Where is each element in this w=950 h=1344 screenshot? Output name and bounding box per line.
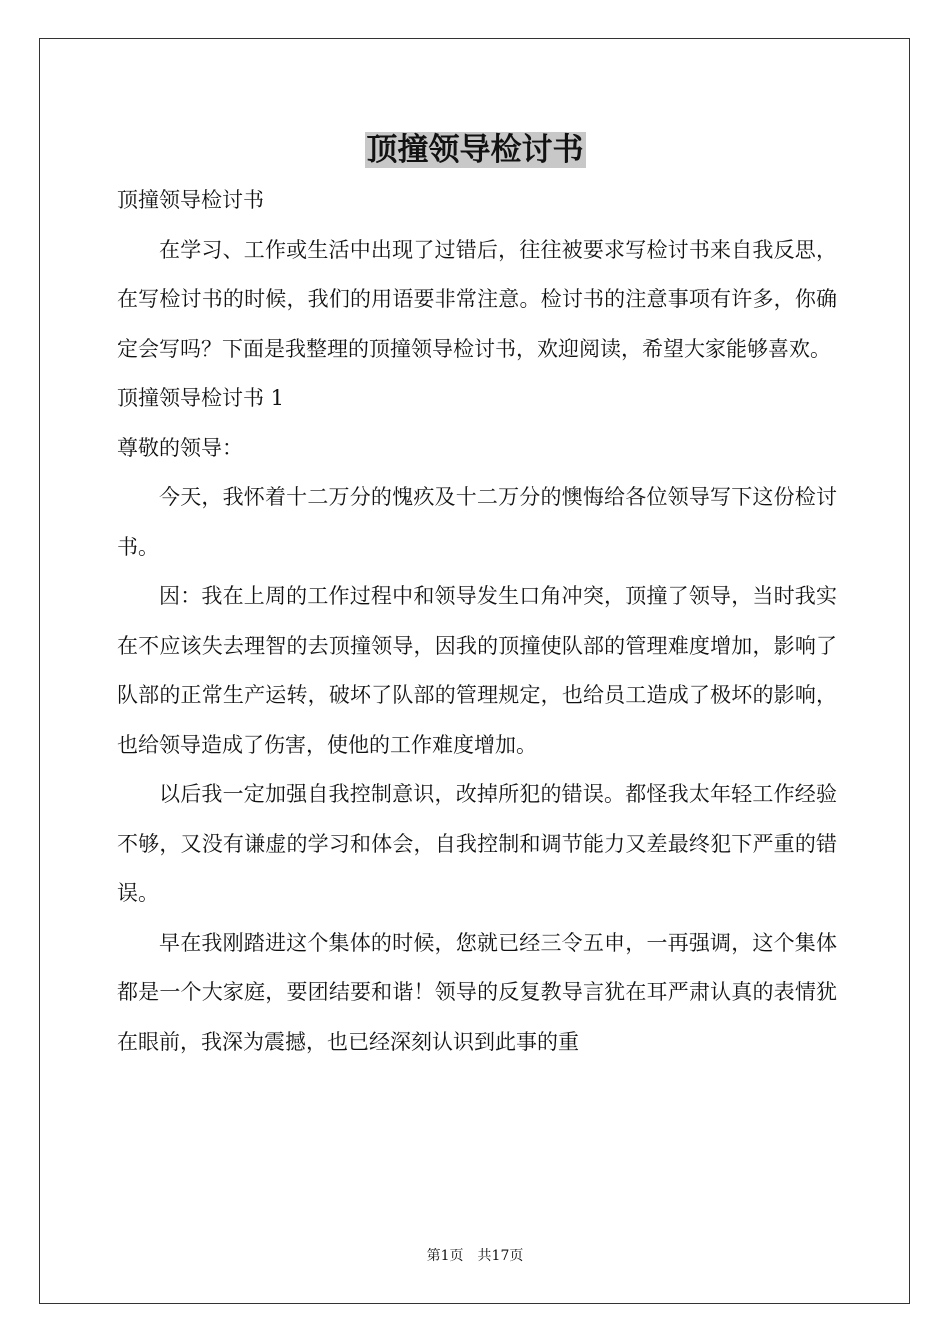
page-number: 第1页 (426, 1248, 464, 1264)
paragraph: 因：我在上周的工作过程中和领导发生口角冲突，顶撞了领导，当时我实在不应该失去理智的去顶撞领导，因我的顶撞使队部的管理难度增加，影响了队部的正常生产运转，破坏了队部的管理规定，也给员工造成了极坏的影响，也给领导造成了伤害，使他的工作难度增加。 (117, 584, 837, 757)
page-total: 共17页 (477, 1248, 524, 1264)
paragraph: 今天，我怀着十二万分的愧疚及十二万分的懊悔给各位领导写下这份检讨书。 (117, 485, 837, 559)
paragraph: 顶撞领导检讨书 1 (117, 386, 285, 410)
page-footer (0, 1246, 950, 1266)
document-body (117, 176, 837, 1067)
document-title-text: 顶撞领导检讨书 (366, 132, 584, 168)
paragraph: 在学习、工作或生活中出现了过错后，往往被要求写检讨书来自我反思，在写检讨书的时候，我们的用语要非常注意。检讨书的注意事项有许多，你确定会写吗？下面是我整理的顶撞领导检讨书，欢迎阅读，希望大家能够喜欢。 (117, 237, 837, 361)
paragraph: 以后我一定加强自我控制意识，改掉所犯的错误。都怪我太年轻工作经验不够，又没有谦虚的学习和体会，自我控制和调节能力又差最终犯下严重的错误。 (117, 782, 837, 905)
paragraph: 早在我刚踏进这个集体的时候，您就已经三令五申，一再强调，这个集体都是一个大家庭，要团结要和谐！领导的反复教导言犹在耳严肃认真的表情犹在眼前，我深为震撼，也已经深刻认识到此事的重 (117, 930, 837, 1054)
document-title (0, 128, 950, 172)
paragraph: 尊敬的领导： (117, 435, 243, 460)
paragraph: 顶撞领导检讨书 (117, 188, 264, 212)
